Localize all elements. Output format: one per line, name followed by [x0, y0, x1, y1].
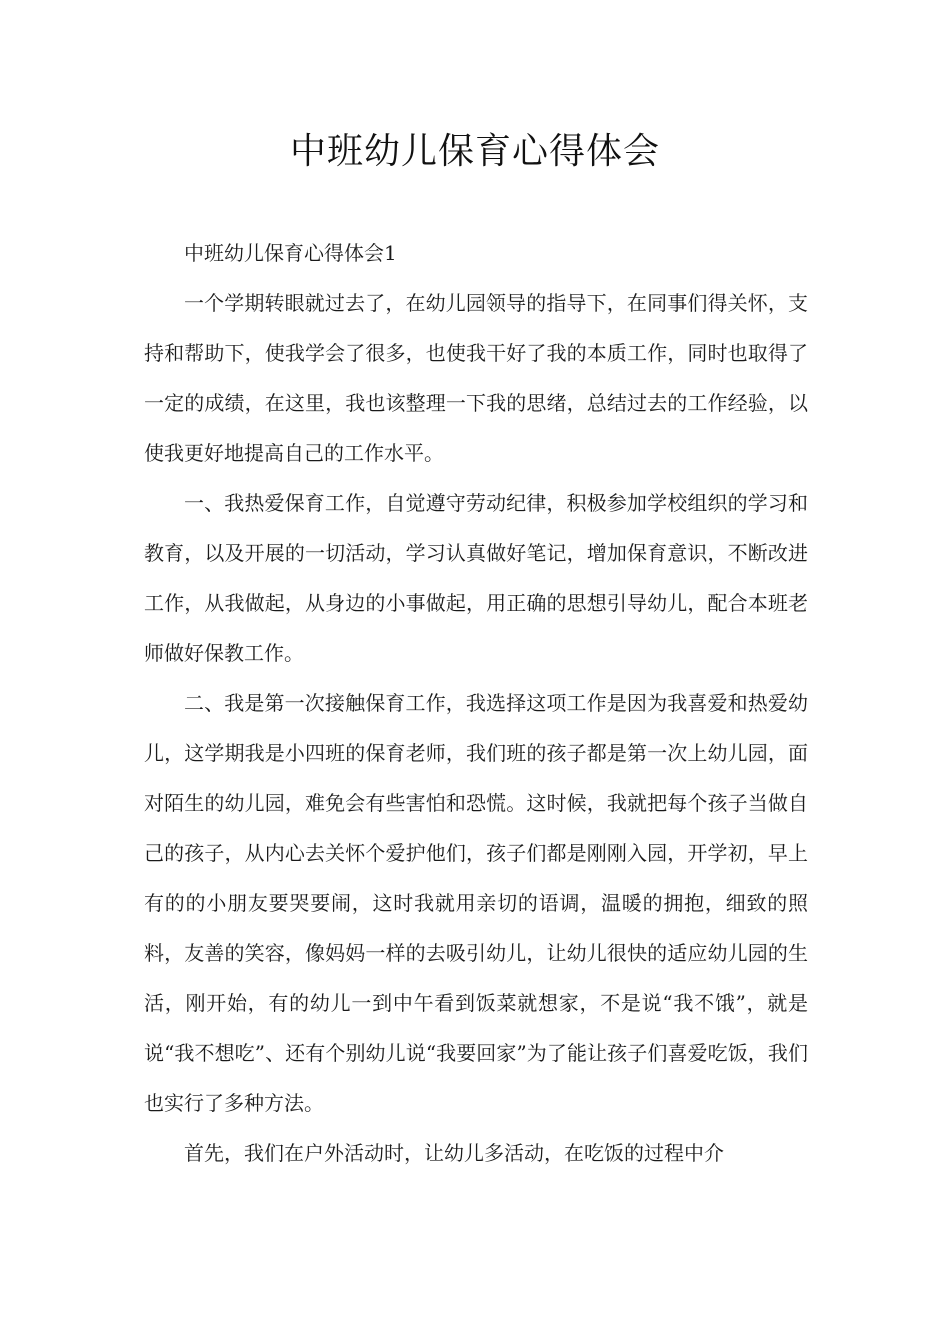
- paragraph-point-two: 二、我是第一次接触保育工作，我选择这项工作是因为我喜爱和热爱幼儿，这学期我是小四班的保育老师，我们班的孩子都是第一次上幼儿园，面对陌生的幼儿园，难免会有些害怕和恐慌。这时候，我就把每个孩子当做自己的孩子，从内心去关怀个爱护他们，孩子们都是刚刚入园，开学初，早上有的的小朋友要哭要闹，这时我就用亲切的语调，温暖的拥抱，细致的照料，友善的笑容，像妈妈一样的去吸引幼儿，让幼儿很快的适应幼儿园的生活，刚开始，有的幼儿一到中午看到饭菜就想家，不是说“我不饿”，就是说“我不想吃”、还有个别幼儿说“我要回家”为了能让孩子们喜爱吃饭，我们也实行了多种方法。: [144, 691, 808, 1115]
- paragraph-intro: 一个学期转眼就过去了，在幼儿园领导的指导下，在同事们得关怀，支持和帮助下，使我学会了很多，也使我干好了我的本质工作，同时也取得了一定的成绩，在这里，我也该整理一下我的思绪，总结过去的工作经验，以使我更好地提高自己的工作水平。: [144, 291, 808, 465]
- paragraph-point-one: 一、我热爱保育工作，自觉遵守劳动纪律，积极参加学校组织的学习和教育，以及开展的一切活动，学习认真做好笔记，增加保育意识，不断改进工作，从我做起，从身边的小事做起，用正确的思想引导幼儿，配合本班老师做好保教工作。: [144, 491, 808, 665]
- paragraph-subtitle: 中班幼儿保育心得体会1: [184, 241, 397, 265]
- document-title: 中班幼儿保育心得体会: [289, 131, 660, 172]
- document-body: [144, 228, 808, 1178]
- paragraph-first-method: 首先，我们在户外活动时，让幼儿多活动，在吃饭的过程中介: [184, 1141, 724, 1165]
